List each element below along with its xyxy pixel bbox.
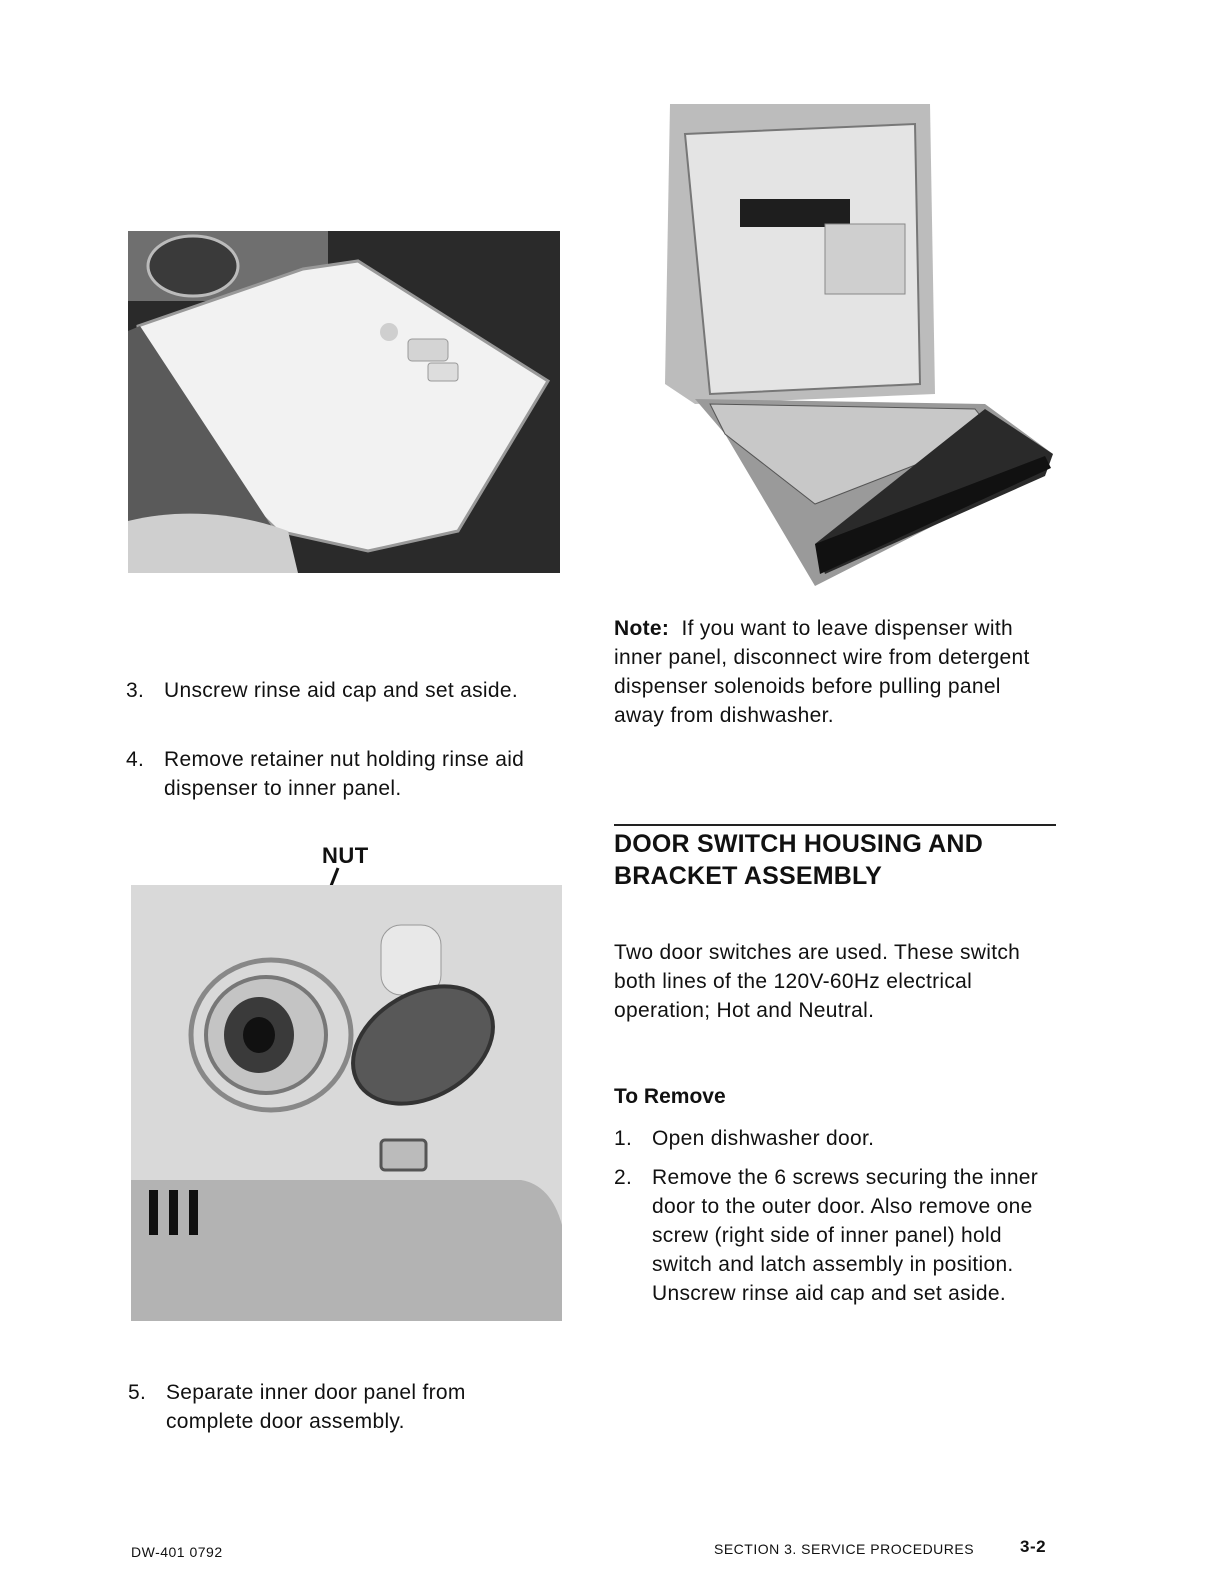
section-intro: Two door switches are used. These switch both lines of the 120V-60Hz electrical operation; Hot and Neutral. [614, 941, 1021, 1022]
section-rule [614, 824, 1056, 826]
remove-step-1 [614, 1124, 1064, 1153]
to-remove-subheading: To Remove [614, 1085, 726, 1108]
remove-step-2 [614, 1163, 1064, 1308]
step-text: Unscrew rinse aid cap and set aside. [164, 679, 518, 702]
photo-rinse-aid-nut [131, 885, 562, 1321]
step-number: 1. [614, 1127, 633, 1150]
inner-panel-illustration [128, 231, 560, 573]
step-3 [126, 676, 546, 705]
footer-section-label: SECTION 3. SERVICE PROCEDURES [714, 1541, 975, 1557]
step-text: Remove the 6 screws securing the inner door to the outer door. Also remove one screw (right side of inner panel) hold switch and latch assembly in position. Unscrew rinse aid cap and set aside. [652, 1166, 1039, 1305]
footer-page-number: 3-2 [1020, 1537, 1047, 1556]
note-text: If you want to leave dispenser with inner panel, disconnect wire from detergent dispenser solenoids before pulling panel away from dishwasher. [614, 617, 1030, 727]
photo-dishwasher-open [665, 104, 1053, 586]
step-number: 2. [614, 1166, 633, 1189]
step-text: Remove retainer nut holding rinse aid dispenser to inner panel. [164, 748, 525, 800]
nut-label: NUT [322, 843, 369, 868]
section-heading-line2: BRACKET ASSEMBLY [614, 862, 883, 890]
dishwasher-illustration [665, 104, 1053, 586]
step-number: 4. [126, 748, 145, 771]
section-heading-line1: DOOR SWITCH HOUSING AND [614, 830, 983, 858]
note-paragraph [614, 614, 1054, 730]
step-4 [126, 745, 556, 803]
footer-doc-code: DW-401 0792 [131, 1544, 223, 1560]
step-number: 5. [128, 1381, 147, 1404]
photo-inner-panel-removal [128, 231, 560, 573]
step-text: Open dishwasher door. [652, 1127, 875, 1150]
section-heading [614, 828, 1064, 892]
step-5 [128, 1378, 548, 1436]
step-text: Separate inner door panel from complete door assembly. [166, 1381, 466, 1433]
step-number: 3. [126, 679, 145, 702]
nut-closeup-illustration [131, 885, 562, 1321]
note-label: Note: [614, 617, 670, 640]
